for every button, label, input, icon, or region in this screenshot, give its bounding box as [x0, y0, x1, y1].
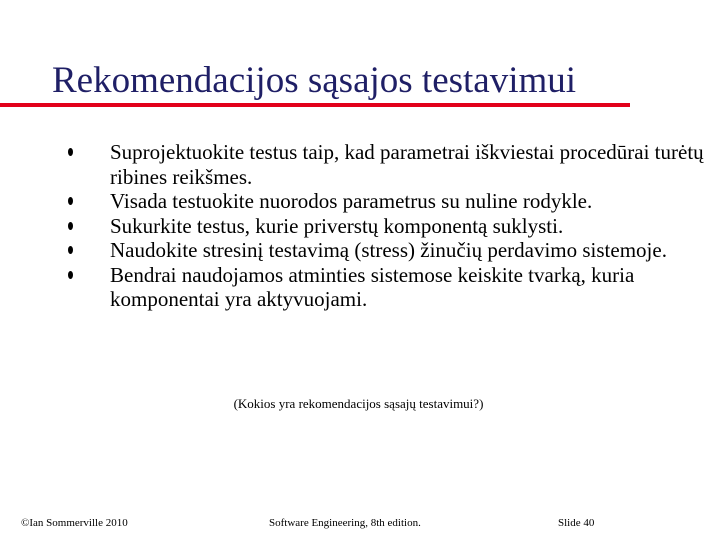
- bullet-dot-icon: [68, 197, 73, 205]
- bullet-item: [68, 140, 708, 189]
- bullet-text: Naudokite stresinį testavimą (stress) žinučių perdavimo sistemoje.: [110, 238, 667, 262]
- bullet-dot-icon: [68, 148, 73, 156]
- bullet-item: [68, 263, 708, 312]
- footer-book-title: Software Engineering, 8th edition.: [269, 517, 421, 529]
- bullet-item: [68, 214, 708, 239]
- title-underline: [0, 103, 630, 107]
- bullet-list: [68, 140, 708, 312]
- bullet-dot-icon: [68, 222, 73, 230]
- bullet-item: [68, 238, 708, 263]
- footer-copyright: ©Ian Sommerville 2010: [21, 517, 128, 529]
- bullet-text: Visada testuokite nuorodos parametrus su nuline rodykle.: [110, 189, 593, 213]
- slide-title: Rekomendacijos sąsajos testavimui: [52, 60, 577, 101]
- bullet-text: Sukurkite testus, kurie priverstų komponentą suklysti.: [110, 213, 564, 238]
- bullet-text: Suprojektuokite testus taip, kad parametrai iškviestai procedūrai turėtų ribines reikšmes.: [110, 140, 704, 189]
- footnote-question: (Kokios yra rekomendacijos sąsajų testavimui?): [233, 396, 484, 411]
- footer-slide-number: Slide 40: [558, 517, 595, 529]
- bullet-dot-icon: [68, 271, 73, 279]
- bullet-dot-icon: [68, 246, 73, 254]
- bullet-text: Bendrai naudojamos atminties sistemose keiskite tvarką, kuria komponentai yra aktyvuojami.: [110, 262, 635, 311]
- bullet-item: [68, 189, 708, 214]
